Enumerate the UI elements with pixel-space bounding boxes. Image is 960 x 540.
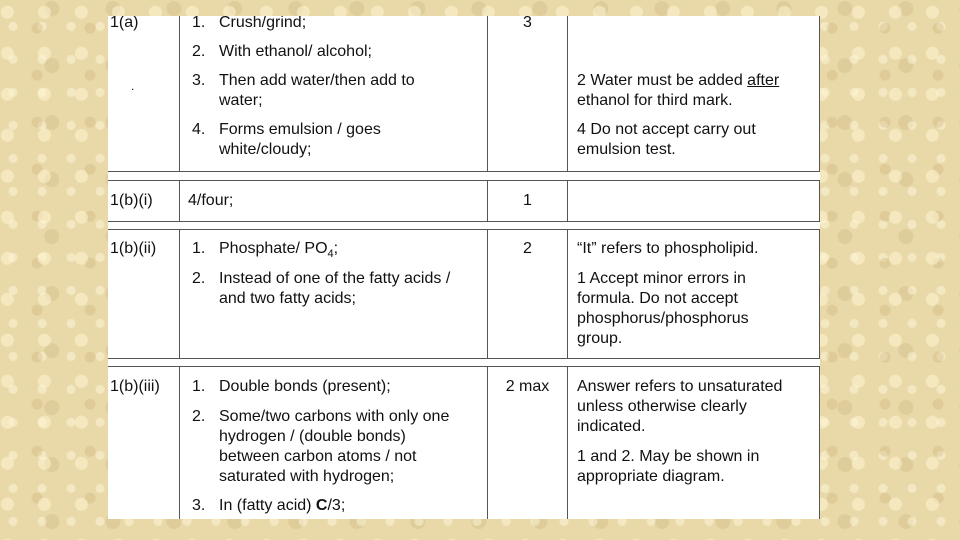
row-1biii: [108, 366, 820, 519]
column-divider: [179, 16, 180, 171]
answer-text: Some/two carbons with only one: [219, 408, 450, 425]
answer-number: 3.: [192, 497, 206, 514]
comment-text: indicated.: [577, 418, 646, 435]
answer-number: 2.: [192, 270, 206, 287]
answer-text: Forms emulsion / goes: [219, 121, 381, 138]
comment-text-part: 2 Water must be added: [577, 72, 748, 89]
answer-number: 1.: [192, 378, 206, 395]
marks-value: 2 max: [505, 378, 550, 395]
row-1bii: [108, 229, 820, 359]
answer-bold-term: C: [315, 497, 328, 514]
comment-text: appropriate diagram.: [577, 468, 725, 485]
column-divider: [179, 367, 180, 519]
marks-value: 2: [523, 240, 532, 257]
answer-number: 2.: [192, 43, 206, 60]
question-id: 1(b)(ii): [110, 240, 157, 257]
column-divider: [567, 230, 568, 358]
answer-text: [219, 239, 338, 264]
answer-text: and two fatty acids;: [219, 290, 356, 307]
answer-text-part: /3;: [327, 497, 346, 514]
formula-text: Phosphate/ PO: [219, 240, 328, 257]
answer-text: With ethanol/ alcohol;: [219, 43, 372, 60]
answer-text: white/cloudy;: [219, 141, 312, 158]
answer-text: Instead of one of the fatty acids /: [219, 270, 451, 287]
comment-text: unless otherwise clearly: [577, 398, 747, 415]
column-divider: [567, 16, 568, 171]
answer-number: 2.: [192, 408, 206, 425]
column-divider: [179, 181, 180, 221]
comment-text: 1 Accept minor errors in: [577, 270, 746, 287]
column-divider: [179, 230, 180, 358]
column-divider: [567, 181, 568, 221]
answer-text: between carbon atoms / not: [219, 448, 417, 465]
comment-text: ethanol for third mark.: [577, 92, 733, 109]
column-divider: [487, 16, 488, 171]
comment-text: Answer refers to unsaturated: [577, 378, 783, 395]
answer-text: water;: [219, 92, 263, 109]
marks-value: 1: [523, 192, 532, 209]
answer-text: [219, 496, 345, 516]
stray-mark: .: [131, 79, 135, 93]
answer-number: 4.: [192, 121, 206, 138]
comment-text: 4 Do not accept carry out: [577, 121, 756, 138]
comment-emphasis: after: [747, 72, 780, 89]
question-id: 1(b)(iii): [110, 378, 160, 395]
answer-number: 1.: [192, 16, 206, 31]
answer-number: 3.: [192, 72, 206, 89]
answer-text: Crush/grind;: [219, 16, 307, 31]
comment-text: [577, 71, 779, 91]
question-id: 1(b)(i): [110, 192, 153, 209]
marks-value: 3: [523, 16, 532, 31]
comment-text: group.: [577, 330, 623, 347]
question-id: 1(a): [110, 16, 139, 31]
comment-text: phosphorus/phosphorus: [577, 310, 749, 327]
answer-text: Double bonds (present);: [219, 378, 391, 395]
answer-text: hydrogen / (double bonds): [219, 428, 406, 445]
column-divider: [567, 367, 568, 519]
answer-text: saturated with hydrogen;: [219, 468, 395, 485]
answer-text: 4/four;: [188, 192, 234, 209]
mark-scheme-sheet: [108, 16, 820, 519]
comment-text: emulsion test.: [577, 141, 676, 158]
formula-subscript: 4: [327, 248, 334, 261]
comment-text: 1 and 2. May be shown in: [577, 448, 760, 465]
answer-number: 1.: [192, 240, 206, 257]
answer-text-part: In (fatty acid): [219, 497, 316, 514]
formula-suffix: ;: [333, 240, 339, 257]
row-1bi: [108, 180, 820, 222]
comment-text: “It” refers to phospholipid.: [577, 240, 759, 257]
row-1a: [108, 16, 820, 172]
answer-text: Then add water/then add to: [219, 72, 415, 89]
comment-text: formula. Do not accept: [577, 290, 738, 307]
